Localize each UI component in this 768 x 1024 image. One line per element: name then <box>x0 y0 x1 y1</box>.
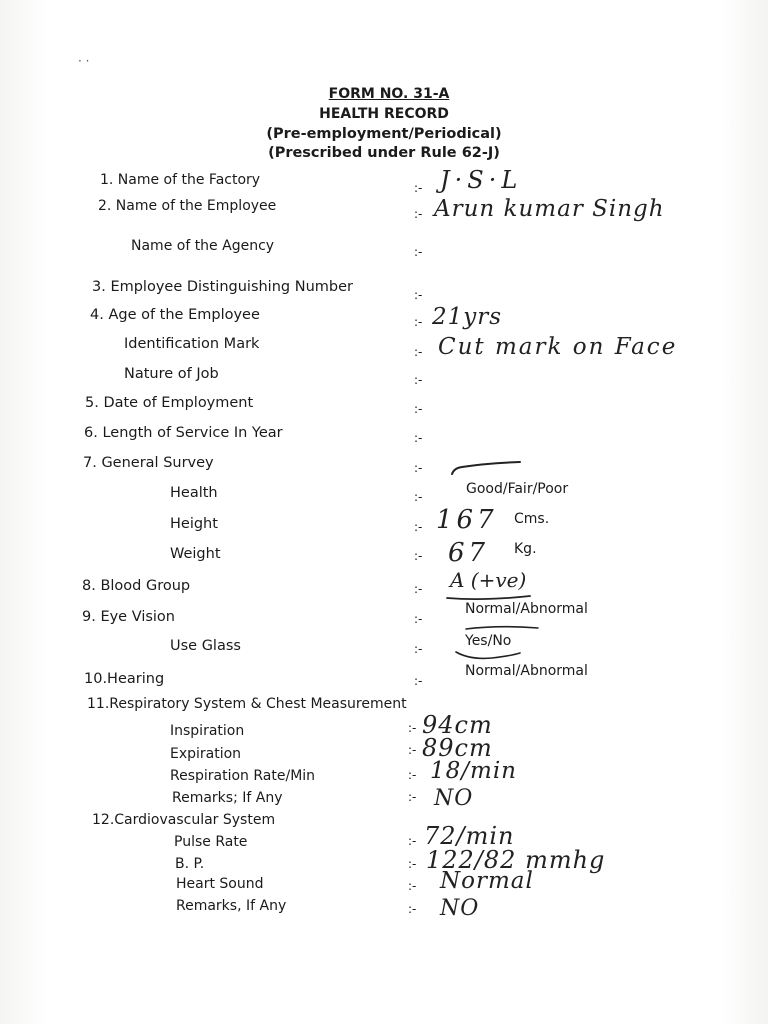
heart-sound-separator: :- <box>408 879 417 893</box>
eye-vision-label: 9. Eye Vision <box>82 609 175 625</box>
weight-unit: Kg. <box>514 541 537 557</box>
cardio-remarks-label: Remarks, If Any <box>176 898 287 914</box>
date-of-employment-separator: :- <box>414 402 423 416</box>
identification-mark-label: Identification Mark <box>124 336 260 352</box>
use-glass-label: Use Glass <box>170 638 241 654</box>
general-survey-label: 7. General Survey <box>83 455 214 471</box>
hearing-options: Normal/Abnormal <box>465 663 588 679</box>
nature-of-job-separator: :- <box>414 373 423 387</box>
employee-separator: :- <box>414 207 423 221</box>
cardio-remarks-value: NO <box>440 896 480 921</box>
height-unit: Cms. <box>514 511 550 527</box>
height-label: Height <box>170 516 218 532</box>
pulse-rate-value: 72/min <box>424 822 515 850</box>
hearing-separator: :- <box>414 674 423 688</box>
length-of-service-label: 6. Length of Service In Year <box>84 425 283 441</box>
respiration-rate-separator: :- <box>408 768 417 782</box>
expiration-label: Expiration <box>170 746 242 762</box>
agency-separator: :- <box>414 245 423 259</box>
respiration-rate-value: 18/min <box>430 758 517 784</box>
resp-remarks-value: NO <box>434 786 474 811</box>
pulse-rate-separator: :- <box>408 834 417 848</box>
scan-speck: · · <box>78 54 90 68</box>
good-tick-mark <box>448 458 524 480</box>
heart-sound-value: Normal <box>440 868 534 894</box>
hearing-label: 10.Hearing <box>84 671 165 687</box>
respiratory-label: 11.Respiratory System & Chest Measurement <box>87 696 407 712</box>
resp-remarks-label: Remarks; If Any <box>172 790 283 806</box>
height-separator: :- <box>414 520 423 534</box>
distinguishing-number-label: 3. Employee Distinguishing Number <box>92 279 353 295</box>
bp-separator: :- <box>408 857 417 871</box>
health-label: Health <box>170 485 218 501</box>
identification-mark-value: Cut mark on Face <box>438 334 678 360</box>
blood-group-value: A (+ve) <box>450 568 527 592</box>
heart-sound-label: Heart Sound <box>176 876 264 892</box>
form-number: FORM NO. 31-A <box>328 86 450 102</box>
respiration-rate-label: Respiration Rate/Min <box>170 768 316 784</box>
eye-vision-separator: :- <box>414 612 423 626</box>
inspiration-separator: :- <box>408 721 417 735</box>
use-glass-separator: :- <box>414 642 423 656</box>
resp-remarks-separator: :- <box>408 790 417 804</box>
factory-label: 1. Name of the Factory <box>100 172 261 188</box>
age-separator: :- <box>414 315 423 329</box>
cardio-remarks-separator: :- <box>408 902 417 916</box>
weight-value: 67 <box>448 538 490 568</box>
length-of-service-separator: :- <box>414 431 423 445</box>
age-label: 4. Age of the Employee <box>90 307 260 323</box>
health-separator: :- <box>414 490 423 504</box>
employee-label: 2. Name of the Employee <box>98 198 277 214</box>
form-rule: (Prescribed under Rule 62-J) <box>268 145 500 161</box>
agency-label: Name of the Agency <box>131 238 275 254</box>
general-survey-separator: :- <box>414 461 423 475</box>
bp-value: 122/82 mmhg <box>426 846 606 874</box>
identification-mark-separator: :- <box>414 345 423 359</box>
weight-label: Weight <box>170 546 221 562</box>
cardiovascular-label: 12.Cardiovascular System <box>92 812 276 828</box>
form-subtitle: (Pre-employment/Periodical) <box>266 126 502 142</box>
form-title: HEALTH RECORD <box>319 106 449 122</box>
blood-group-label: 8. Blood Group <box>82 578 191 594</box>
distinguishing-number-separator: :- <box>414 288 423 302</box>
blood-group-separator: :- <box>414 582 423 596</box>
expiration-separator: :- <box>408 743 417 757</box>
factory-separator: :- <box>414 181 423 195</box>
no-glass-mark <box>452 648 524 662</box>
date-of-employment-label: 5. Date of Employment <box>85 395 254 411</box>
height-value: 167 <box>436 505 498 535</box>
employee-value: Arun kumar Singh <box>434 196 665 222</box>
inspiration-label: Inspiration <box>170 723 245 739</box>
use-glass-options: Yes/No <box>465 633 512 649</box>
factory-value: J·S·L <box>440 166 523 194</box>
health-options: Good/Fair/Poor <box>466 481 569 497</box>
bp-label: B. P. <box>175 856 205 872</box>
pulse-rate-label: Pulse Rate <box>174 834 248 850</box>
nature-of-job-label: Nature of Job <box>124 366 219 382</box>
eye-vision-options: Normal/Abnormal <box>465 601 588 617</box>
inspiration-value: 94cm <box>422 711 493 739</box>
age-value: 21yrs <box>432 304 503 330</box>
expiration-value: 89cm <box>422 734 493 762</box>
weight-separator: :- <box>414 549 423 563</box>
